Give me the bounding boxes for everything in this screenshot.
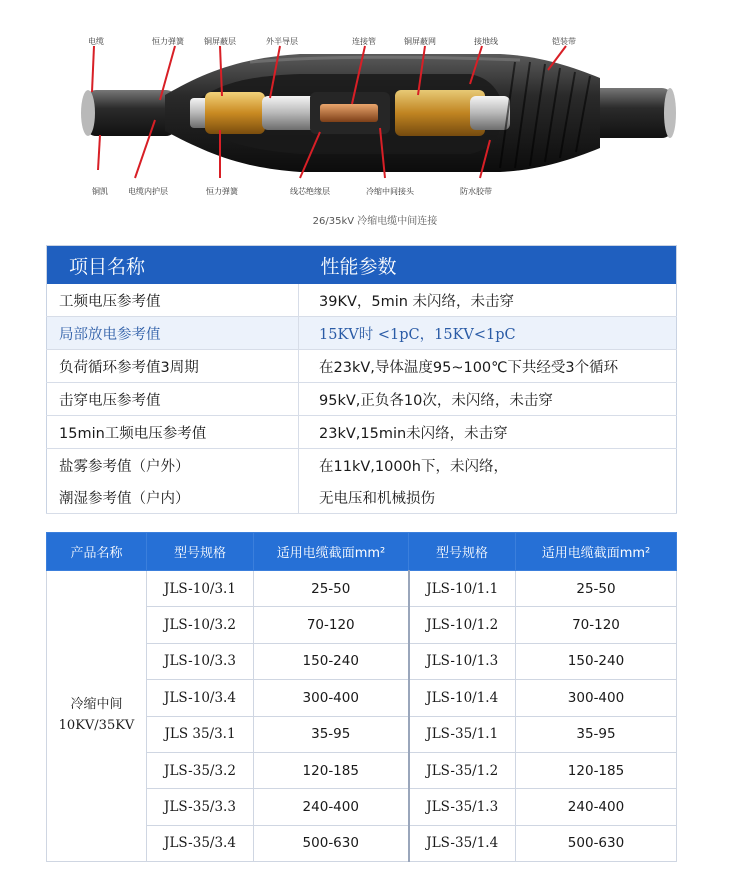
callout-waterproof-tape: 防水胶带 <box>460 187 492 196</box>
callout-cable: 电缆 <box>88 37 104 46</box>
item-value: 95kV,正负各10次，未闪络，未击穿 <box>299 383 677 416</box>
model-b: JLS-10/1.1 <box>409 571 516 607</box>
item-value: 无电压和机械损伤 <box>299 481 677 514</box>
section-a: 35-95 <box>254 716 409 752</box>
item-name: 盐雾参考值（户外） <box>47 449 299 482</box>
table-row <box>47 416 677 449</box>
model-a: JLS-10/3.1 <box>147 571 254 607</box>
item-name: 工频电压参考值 <box>47 284 299 317</box>
section-b: 120-185 <box>516 752 677 788</box>
header-section-a: 适用电缆截面mm² <box>254 533 409 571</box>
item-name: 击穿电压参考值 <box>47 383 299 416</box>
section-a: 25-50 <box>254 571 409 607</box>
product-name-line1: 冷缩中间 <box>70 697 123 713</box>
model-b: JLS-10/1.3 <box>409 643 516 679</box>
callout-copper-mesh: 铜屏蔽网 <box>404 37 436 46</box>
model-a: JLS-10/3.3 <box>147 643 254 679</box>
item-value: 39KV，5min 未闪络，未击穿 <box>299 284 677 317</box>
table-row <box>47 481 677 514</box>
right-cable <box>588 88 672 138</box>
section-b: 70-120 <box>516 607 677 643</box>
model-a: JLS-35/3.2 <box>147 752 254 788</box>
item-value: 在11kV,1000h下，未闪络， <box>299 449 677 482</box>
table-row <box>47 383 677 416</box>
model-header-row <box>47 533 677 571</box>
section-b: 500-630 <box>516 825 677 861</box>
section-a: 150-240 <box>254 643 409 679</box>
header-section-b: 适用电缆截面mm² <box>516 533 677 571</box>
header-model-a: 型号规格 <box>147 533 254 571</box>
table-row <box>47 284 677 317</box>
callout-copper-armor: 铜凯 <box>92 187 108 196</box>
section-b: 240-400 <box>516 789 677 825</box>
callout-inner-sheath: 电缆内护层 <box>128 187 168 196</box>
header-item-name: 项目名称 <box>47 246 299 285</box>
performance-table <box>46 245 677 514</box>
callout-core-insulation: 线芯绝缘层 <box>290 187 330 196</box>
product-name-line2: 10KV/35KV <box>58 718 135 734</box>
table-row <box>47 449 677 482</box>
header-model-b: 型号规格 <box>409 533 516 571</box>
item-name: 潮湿参考值（户内） <box>47 481 299 514</box>
item-name: 15min工频电压参考值 <box>47 416 299 449</box>
callout-connector-tube: 连接管 <box>352 37 376 46</box>
callout-armor-tape: 铠装带 <box>552 37 576 46</box>
section-b: 300-400 <box>516 680 677 716</box>
section-b: 150-240 <box>516 643 677 679</box>
model-b: JLS-35/1.2 <box>409 752 516 788</box>
model-a: JLS-10/3.4 <box>147 680 254 716</box>
callout-constant-spring-bottom: 恒力弹簧 <box>206 187 238 196</box>
model-b: JLS-10/1.2 <box>409 607 516 643</box>
section-b: 25-50 <box>516 571 677 607</box>
callout-semi-conductor: 外半导层 <box>266 37 298 46</box>
item-value: 15KV时 <1pC，15KV<1pC <box>299 317 677 350</box>
section-a: 240-400 <box>254 789 409 825</box>
model-spec-table <box>46 532 677 862</box>
callout-constant-spring-top: 恒力弹簧 <box>152 37 184 46</box>
section-a: 500-630 <box>254 825 409 861</box>
callout-ground-wire: 接地线 <box>474 37 498 46</box>
header-performance: 性能参数 <box>299 246 677 285</box>
callout-cold-joint: 冷缩中间接头 <box>366 187 414 196</box>
model-b: JLS-35/1.1 <box>409 716 516 752</box>
item-name: 局部放电参考值 <box>47 317 299 350</box>
header-product-name: 产品名称 <box>47 533 147 571</box>
section-a: 120-185 <box>254 752 409 788</box>
section-a: 70-120 <box>254 607 409 643</box>
model-b: JLS-35/1.3 <box>409 789 516 825</box>
model-b: JLS-35/1.4 <box>409 825 516 861</box>
cable-joint-diagram <box>0 0 750 240</box>
table-row <box>47 317 677 350</box>
diagram-caption: 26/35kV 冷缩电缆中间连接 <box>312 216 438 227</box>
model-a: JLS 35/3.1 <box>147 716 254 752</box>
model-a: JLS-10/3.2 <box>147 607 254 643</box>
model-b: JLS-10/1.4 <box>409 680 516 716</box>
section-b: 35-95 <box>516 716 677 752</box>
section-a: 300-400 <box>254 680 409 716</box>
connector-tube <box>320 104 378 122</box>
performance-header-row <box>47 246 677 285</box>
table-row <box>47 571 677 607</box>
table-row <box>47 350 677 383</box>
product-name-cell <box>47 571 147 862</box>
model-a: JLS-35/3.3 <box>147 789 254 825</box>
item-name: 负荷循环参考值3周期 <box>47 350 299 383</box>
model-a: JLS-35/3.4 <box>147 825 254 861</box>
item-value: 在23kV,导体温度95~100℃下共经受3个循环 <box>299 350 677 383</box>
item-value: 23kV,15min未闪络，未击穿 <box>299 416 677 449</box>
callout-copper-shield-layer: 铜屏蔽层 <box>204 37 236 46</box>
left-cable <box>86 90 176 136</box>
